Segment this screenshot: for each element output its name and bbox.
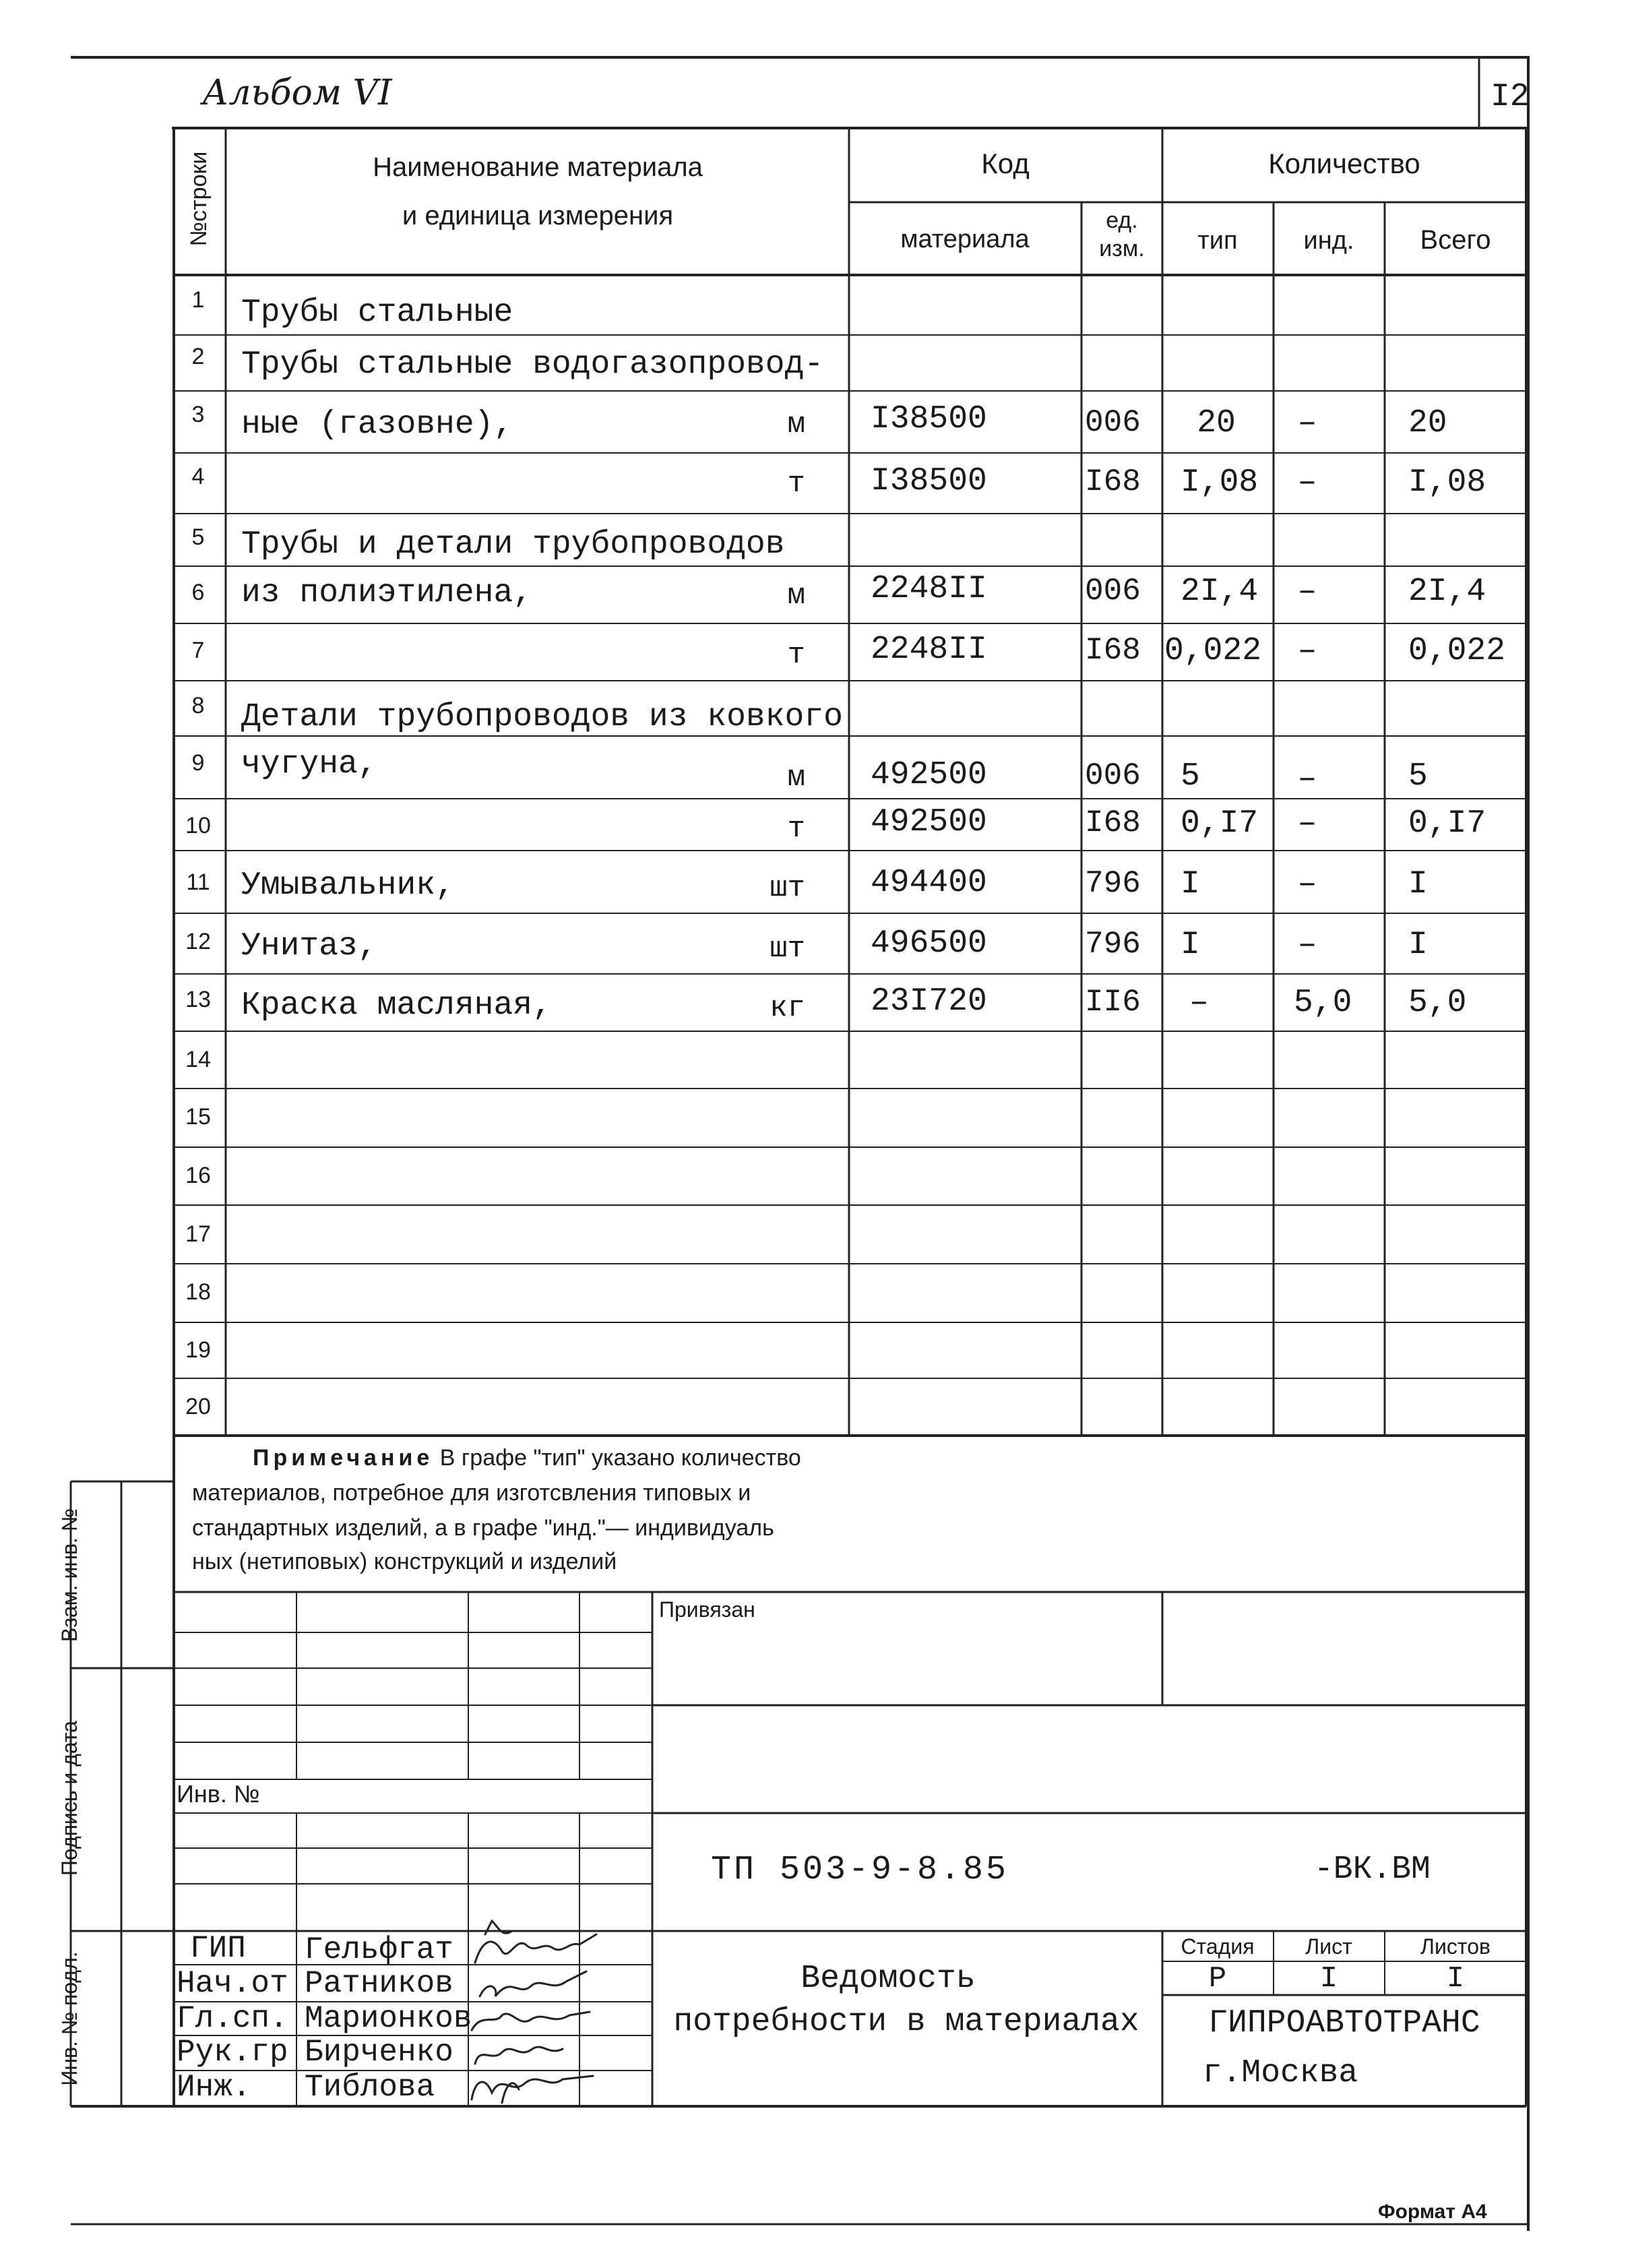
row-number: 15 bbox=[185, 1104, 211, 1130]
row-number-header: №строки bbox=[186, 151, 212, 247]
bound-label: Привязан bbox=[659, 1597, 755, 1622]
material-code: 2248II bbox=[871, 571, 987, 607]
unit-code: I68 bbox=[1085, 633, 1141, 668]
staff-role: Инж. bbox=[177, 2070, 251, 2105]
code-unit-header-line2: изм. bbox=[1099, 236, 1145, 262]
side-label-substitute: Взам. инв. № bbox=[57, 1508, 82, 1643]
sheet-label: Лист bbox=[1305, 1934, 1352, 1959]
unit: м bbox=[787, 761, 805, 795]
note-line4: ных (нетиповых) конструкций и изделий bbox=[192, 1549, 617, 1574]
row-number: 11 bbox=[186, 869, 210, 895]
sheets-label: Листов bbox=[1420, 1934, 1490, 1959]
note-line1: В графе "тип" указано количество bbox=[439, 1445, 801, 1471]
note-line2: материалов, потребное для изготсвления типовых и bbox=[192, 1480, 751, 1506]
note-line3: стандартных изделий, а в графе "инд."— индивидуаль bbox=[192, 1515, 774, 1541]
signature-mark bbox=[475, 2047, 563, 2064]
material-code: 23I720 bbox=[871, 983, 987, 1020]
unit-code: II6 bbox=[1085, 985, 1141, 1020]
sheets-value: I bbox=[1446, 1962, 1465, 1996]
page-number: I2 bbox=[1490, 79, 1530, 115]
name-header-line1: Наименование материала bbox=[373, 152, 703, 182]
row-number: 7 bbox=[191, 638, 205, 663]
qty-ind: – bbox=[1297, 405, 1317, 441]
organization-name: ГИПРОАВТОТРАНС bbox=[1208, 2005, 1480, 2042]
qty-ind: – bbox=[1297, 633, 1317, 669]
unit: т bbox=[787, 638, 805, 672]
row-number: 2 bbox=[191, 344, 205, 369]
material-name: из полиэтилена, bbox=[241, 575, 533, 611]
code-material-header: материала bbox=[900, 225, 1030, 253]
qty-total: 5,0 bbox=[1408, 985, 1467, 1021]
code-unit-header-line1: ед. bbox=[1106, 208, 1138, 233]
qty-ind: – bbox=[1297, 761, 1317, 797]
staff-name: Ратников bbox=[305, 1966, 453, 2001]
material-code: I38500 bbox=[871, 463, 987, 499]
signature-mark bbox=[480, 1971, 586, 1996]
material-code: 2248II bbox=[871, 632, 987, 668]
row-number: 5 bbox=[191, 524, 205, 550]
note-lead: Примечание bbox=[253, 1445, 434, 1471]
qty-ind: – bbox=[1297, 805, 1317, 842]
code-group-header: Код bbox=[981, 148, 1030, 179]
qty-total: I bbox=[1408, 927, 1428, 963]
staff-name: Гельфгат bbox=[305, 1932, 453, 1967]
row-number: 20 bbox=[185, 1394, 211, 1419]
document-code: ТП 503-9-8.85 bbox=[711, 1851, 1009, 1889]
row-number: 4 bbox=[191, 464, 205, 489]
row-number: 14 bbox=[185, 1047, 211, 1072]
qty-type-header: тип bbox=[1197, 226, 1238, 255]
qty-type: – bbox=[1189, 985, 1209, 1021]
unit: м bbox=[787, 579, 805, 613]
unit: кг bbox=[770, 991, 805, 1025]
inventory-number-label: Инв. № bbox=[177, 1780, 260, 1808]
qty-total: 2I,4 bbox=[1408, 574, 1486, 610]
stage-value: Р bbox=[1208, 1962, 1227, 1996]
format-label: Формат А4 bbox=[1378, 2201, 1487, 2223]
qty-total: 0,I7 bbox=[1408, 805, 1486, 842]
material-name: Трубы стальные bbox=[241, 295, 513, 331]
material-name: чугуна, bbox=[241, 746, 377, 783]
qty-total: I,08 bbox=[1408, 464, 1486, 501]
row-number: 8 bbox=[191, 693, 205, 718]
stage-label: Стадия bbox=[1181, 1934, 1255, 1959]
material-name: Краска масляная, bbox=[241, 987, 552, 1024]
qty-ind-header: инд. bbox=[1303, 226, 1354, 255]
staff-role: Гл.сп. bbox=[177, 2001, 288, 2036]
qty-total: I bbox=[1408, 866, 1428, 902]
unit-code: 006 bbox=[1085, 574, 1141, 609]
row-number: 12 bbox=[185, 929, 211, 954]
sheet-value: I bbox=[1319, 1962, 1338, 1996]
signature-mark bbox=[475, 1934, 596, 1963]
row-number: 17 bbox=[185, 1221, 211, 1247]
qty-type: 0,022 bbox=[1164, 633, 1262, 669]
row-number: 10 bbox=[185, 813, 211, 838]
material-code: I38500 bbox=[871, 401, 987, 437]
document-title-line1: Ведомость bbox=[801, 1961, 976, 1997]
qty-ind: – bbox=[1297, 866, 1317, 902]
unit-code: 006 bbox=[1085, 758, 1141, 793]
row-number: 19 bbox=[185, 1337, 211, 1363]
material-name: Детали трубопроводов из ковкого bbox=[241, 699, 843, 735]
qty-type: I,08 bbox=[1181, 464, 1259, 501]
qty-ind: – bbox=[1297, 574, 1317, 610]
qty-ind: 5,0 bbox=[1294, 985, 1352, 1021]
qty-ind: – bbox=[1297, 927, 1317, 963]
qty-type: I bbox=[1181, 927, 1200, 963]
material-name: ные (газовне), bbox=[241, 406, 513, 443]
unit: т bbox=[787, 467, 805, 501]
qty-total: 0,022 bbox=[1408, 633, 1506, 669]
unit-code: I68 bbox=[1085, 805, 1141, 840]
row-number: 18 bbox=[185, 1279, 211, 1305]
document-suffix: -ВК.ВМ bbox=[1314, 1851, 1431, 1888]
qty-total-header: Всего bbox=[1420, 225, 1491, 255]
row-number: 13 bbox=[185, 987, 211, 1012]
signature-mark bbox=[472, 2012, 590, 2030]
qty-type: 2I,4 bbox=[1181, 574, 1259, 610]
unit-code: 006 bbox=[1085, 405, 1141, 440]
staff-name: Бирченко bbox=[305, 2035, 453, 2070]
album-label: Альбом VI bbox=[202, 73, 392, 113]
side-label-inv-original: Инв. № подл. bbox=[57, 1951, 82, 2086]
material-code: 494400 bbox=[871, 865, 987, 901]
unit: т bbox=[787, 812, 805, 846]
qty-type: 0,I7 bbox=[1181, 805, 1259, 842]
material-code: 492500 bbox=[871, 804, 987, 840]
staff-role: Рук.гр bbox=[177, 2035, 288, 2070]
unit-code: 796 bbox=[1085, 927, 1141, 962]
unit: шт bbox=[770, 871, 805, 905]
quantity-group-header: Количество bbox=[1268, 148, 1420, 179]
unit-code: 796 bbox=[1085, 866, 1141, 901]
row-number: 1 bbox=[191, 287, 205, 313]
organization-city: г.Москва bbox=[1202, 2055, 1358, 2091]
qty-ind: – bbox=[1297, 464, 1317, 501]
row-number: 3 bbox=[191, 402, 205, 427]
row-number: 6 bbox=[191, 580, 205, 605]
staff-name: Марионков bbox=[305, 2001, 472, 2036]
signature-mark bbox=[472, 2076, 593, 2100]
signature-mark bbox=[485, 1921, 512, 1934]
staff-role: ГИП bbox=[190, 1931, 246, 1966]
material-name: Трубы стальные водогазопровод- bbox=[241, 346, 824, 383]
material-name: Умывальник, bbox=[241, 867, 455, 904]
qty-total: 20 bbox=[1408, 405, 1447, 441]
material-code: 496500 bbox=[871, 925, 987, 962]
unit: шт bbox=[770, 932, 805, 966]
qty-type: 20 bbox=[1197, 405, 1236, 441]
qty-total: 5 bbox=[1408, 758, 1428, 795]
staff-role: Нач.от bbox=[177, 1966, 288, 2001]
material-name: Унитаз, bbox=[241, 928, 377, 964]
qty-type: 5 bbox=[1181, 758, 1200, 795]
unit-code: I68 bbox=[1085, 464, 1141, 499]
material-code: 492500 bbox=[871, 757, 987, 793]
material-name: Трубы и детали трубопроводов bbox=[241, 526, 785, 563]
qty-type: I bbox=[1181, 866, 1200, 902]
unit: м bbox=[787, 408, 805, 441]
name-header-line2: и единица измерения bbox=[402, 201, 674, 231]
row-number: 16 bbox=[185, 1163, 211, 1188]
row-number: 9 bbox=[191, 750, 205, 776]
document-title-line2: потребности в материалах bbox=[673, 2004, 1139, 2040]
staff-name: Тиблова bbox=[305, 2070, 435, 2105]
side-label-sign-date: Подпись и дата bbox=[57, 1720, 82, 1876]
